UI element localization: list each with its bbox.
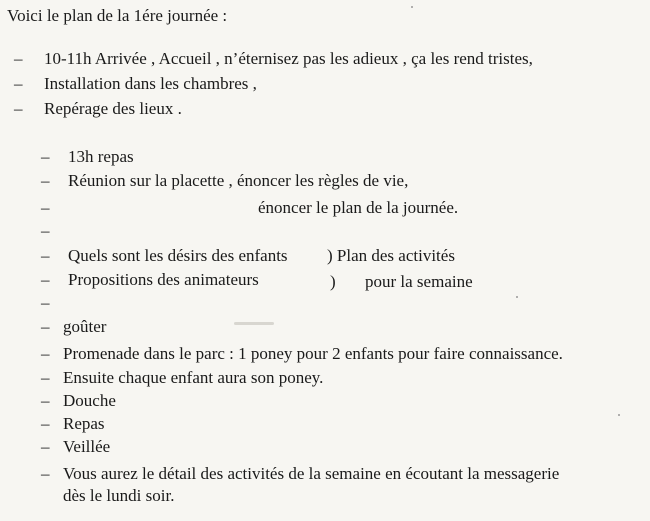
- list-item: Veillée: [63, 437, 111, 456]
- scan-speck: [516, 296, 518, 298]
- bullet-dash: –: [41, 221, 50, 240]
- list-item-continuation: dès le lundi soir.: [63, 486, 175, 505]
- bullet-dash: –: [41, 317, 50, 336]
- list-item: Vous aurez le détail des activités de la semaine en écoutant la messagerie: [63, 464, 560, 483]
- list-item: Promenade dans le parc : 1 poney pour 2 enfants pour faire connaissance.: [63, 344, 563, 363]
- list-item: Repérage des lieux .: [44, 99, 182, 118]
- list-item: Propositions des animateurs: [68, 270, 259, 289]
- bullet-dash: –: [41, 414, 50, 433]
- bullet-dash: –: [14, 74, 23, 93]
- list-item: énoncer le plan de la journée.: [258, 198, 459, 217]
- page-heading: Voici le plan de la 1ére journée :: [7, 6, 228, 25]
- bullet-dash: –: [41, 293, 50, 312]
- scan-speck: [411, 6, 413, 8]
- list-item: Douche: [63, 391, 116, 410]
- list-item: 13h repas: [68, 147, 134, 166]
- bullet-dash: –: [14, 49, 23, 68]
- list-item: 10-11h Arrivée , Accueil , n’éternisez pas les adieux , ça les rend tristes,: [44, 49, 533, 68]
- bullet-dash: –: [41, 246, 50, 265]
- bullet-dash: –: [41, 171, 50, 190]
- list-item-paren: ): [330, 272, 336, 291]
- list-item: Installation dans les chambres ,: [44, 74, 257, 93]
- scan-speck: [618, 414, 620, 416]
- list-item: Réunion sur la placette , énoncer les règles de vie,: [68, 171, 409, 190]
- list-item: Quels sont les désirs des enfants: [68, 246, 288, 265]
- bullet-dash: –: [41, 464, 50, 483]
- bullet-dash: –: [41, 437, 50, 456]
- list-item: Ensuite chaque enfant aura son poney.: [63, 368, 324, 387]
- bullet-dash: –: [41, 391, 50, 410]
- bullet-dash: –: [41, 147, 50, 166]
- list-item-right: pour la semaine: [365, 272, 473, 291]
- list-item: Repas: [63, 414, 105, 433]
- list-item: goûter: [63, 317, 107, 336]
- bullet-dash: –: [14, 99, 23, 118]
- bullet-dash: –: [41, 198, 50, 217]
- list-item-right: ) Plan des activités: [327, 246, 455, 265]
- bullet-dash: –: [41, 270, 50, 289]
- scan-smudge: [234, 322, 274, 325]
- bullet-dash: –: [41, 344, 50, 363]
- bullet-dash: –: [41, 368, 50, 387]
